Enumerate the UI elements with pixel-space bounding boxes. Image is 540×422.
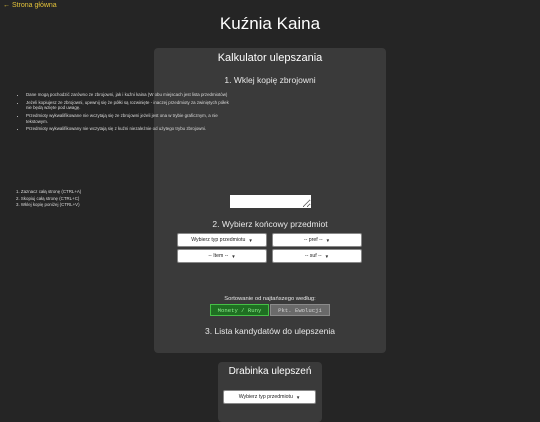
item-value: -- Item --: [208, 253, 229, 259]
paste-note: • Przedmioty wykwalifikowany nie wczytają się z kuźni niezależnie od użytego trybu zbrojowni.: [26, 126, 231, 132]
step3-heading: 3. Lista kandydatów do ulepszenia: [205, 326, 335, 336]
chevron-down-icon: ▼: [231, 253, 236, 259]
suffix-value: -- suf --: [304, 253, 322, 259]
instruction-step: 2. Skopiuj całą stronę (CTRL+C): [16, 195, 80, 201]
paste-note: • Jeżeli kopiujesz ze zbrojowni, upewnij się że półki są rozwinięte - inaczej przedmioty za zwiniętych półek nie będą wzięte pod uwagę.: [26, 100, 231, 112]
ladder-item-type-value: Wybierz typ przedmiotu: [238, 394, 293, 400]
prefix-select[interactable]: [272, 233, 362, 247]
item-type-value: Wybierz typ przedmiotu: [191, 237, 246, 243]
chevron-down-icon: ▼: [295, 394, 301, 400]
step2-heading: 2. Wybierz końcowy przedmiot: [212, 219, 328, 229]
prefix-value: -- pref --: [303, 237, 323, 243]
paste-note: • Przedmioty wykwalifikowane nie wczytają się ze zbrojowni jeżeli jest ona w trybie graficznym, a nie tekstowym.: [26, 113, 231, 125]
calculator-title: Kalkulator ulepszania: [217, 52, 323, 64]
ladder-item-type-select[interactable]: [223, 390, 316, 404]
back-to-home-link[interactable]: ← Strona główna: [3, 2, 57, 9]
paste-instructions-list: [16, 189, 221, 209]
page-title: Kuźnia Kaina: [219, 14, 321, 33]
chevron-down-icon: ▼: [324, 253, 330, 259]
sort-evolution-points-button[interactable]: Pkt. Ewolucji: [270, 304, 330, 316]
paste-notes-list: [16, 92, 231, 134]
sort-label: Sortowanie od najtańszego według:: [224, 296, 316, 302]
step1-heading: 1. Wklej kopię zbrojowni: [224, 75, 316, 85]
sort-coins-runes-button[interactable]: Monety / Runy: [210, 304, 269, 316]
ladder-title: Drabinka ulepszeń: [228, 366, 312, 377]
suffix-select[interactable]: [272, 249, 362, 263]
paste-note: • Dane mogą pochodzić zarówno ze zbrojowni, jak i kuźni kaina (W obu miejscach jest lista przedmiotów): [26, 92, 231, 98]
chevron-down-icon: ▼: [248, 237, 253, 243]
armory-paste-input[interactable]: [230, 195, 311, 208]
instruction-step: 3. Wklej kopię poniżej (CTRL+V): [16, 202, 80, 208]
item-type-select[interactable]: [177, 233, 267, 247]
instruction-step: 1. Zaznacz całą stronę (CTRL+A): [16, 189, 82, 194]
item-select[interactable]: [177, 249, 267, 263]
chevron-down-icon: ▼: [325, 237, 331, 243]
